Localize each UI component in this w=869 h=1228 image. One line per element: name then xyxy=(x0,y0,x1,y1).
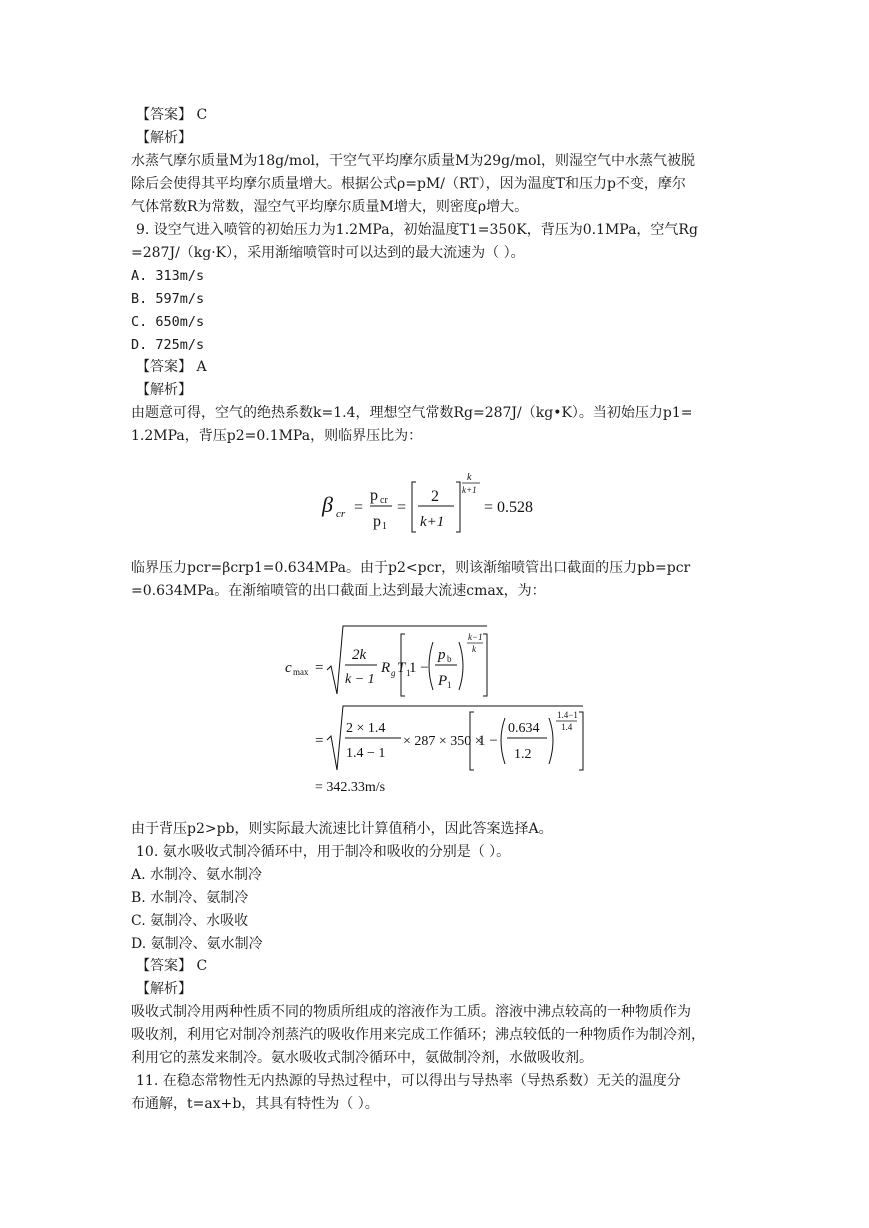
option-a: A. 水制冷、氨水制冷 xyxy=(131,867,263,883)
p1-denominator: p xyxy=(373,513,381,530)
answer-label: 【答案】 C xyxy=(136,107,208,123)
t1-symbol: T xyxy=(397,660,406,676)
equals-sign: = xyxy=(315,733,324,749)
right-paren xyxy=(549,718,553,764)
result-value: = 0.528 xyxy=(484,499,534,516)
option-d: D. 氨制冷、氨水制冷 xyxy=(131,936,263,952)
p1-subscript: 1 xyxy=(447,680,452,690)
question-9-cont: =287J/（kg·K），采用渐缩喷管时可以达到的最大流速为（ ）。 xyxy=(131,245,525,261)
result-value: = 342.33m/s xyxy=(315,780,386,795)
paragraph-line: 利用它的蒸发来制冷。氨水吸收式制冷循环中，氨做制冷剂，水做吸收剂。 xyxy=(131,1050,593,1066)
option-d: D. 725m/s xyxy=(131,337,205,353)
beta-symbol: β xyxy=(322,492,333,517)
k-minus-1-denominator: k − 1 xyxy=(345,672,375,687)
paragraph-line: 临界压力pcr=βcrp1=0.634MPa。由于p2<pcr，则该渐缩喷管出口截面的压力pb=pcr xyxy=(131,560,691,576)
p1-subscript: 1 xyxy=(382,521,387,532)
paragraph-line: =0.634MPa。在渐缩喷管的出口截面上达到最大流速cmax，为： xyxy=(131,583,546,599)
exponent-numerator: k−1 xyxy=(468,632,483,642)
rg-subscript: g xyxy=(391,668,396,678)
rg-symbol: R xyxy=(381,660,391,676)
t1-subscript: 1 xyxy=(406,668,411,678)
row2-multiplier: × 287 × 350 × xyxy=(403,734,483,749)
right-bracket xyxy=(579,712,583,770)
right-bracket xyxy=(483,634,487,696)
question-9: 9. 设空气进入喷管的初始压力为1.2MPa，初始温度T1=350K，背压为0.1MPa，空气Rg xyxy=(136,222,698,238)
p1-denominator: P xyxy=(438,673,448,689)
row2-one-minus: 1 − xyxy=(478,733,498,749)
paragraph-line: 气体常数R为常数，湿空气平均摩尔质量M增大，则密度ρ增大。 xyxy=(131,199,529,215)
left-paren xyxy=(501,718,505,764)
left-paren xyxy=(429,642,433,690)
row2-exponent-denominator: 1.4 xyxy=(561,722,573,732)
option-b: B. 597m/s xyxy=(131,291,205,307)
c-subscript: max xyxy=(293,667,309,677)
analysis-label: 【解析】 xyxy=(136,382,192,398)
answer-label: 【答案】 C xyxy=(136,958,208,974)
analysis-label: 【解析】 xyxy=(136,981,192,997)
option-c: C. 650m/s xyxy=(131,314,205,330)
row2-numerator: 2 × 1.4 xyxy=(346,721,386,736)
question-11-cont: 布通解，t=ax+b，其具有特性为（ ）。 xyxy=(131,1096,379,1112)
exponent-numerator: k xyxy=(467,472,472,483)
beta-subscript: cr xyxy=(336,508,346,520)
paragraph-line: 吸收剂，利用它对制冷剂蒸汽的吸收作用来完成工作循环；沸点较低的一种物质作为制冷剂， xyxy=(131,1027,705,1043)
left-bracket xyxy=(412,482,416,532)
equals-sign: = xyxy=(354,499,364,516)
paragraph-line: 1.2MPa，背压p2=0.1MPa，则临界压比为： xyxy=(131,428,423,444)
p-cr-subscript: cr xyxy=(380,495,388,506)
equals-sign: = xyxy=(315,660,324,676)
answer-label: 【答案】 A xyxy=(136,359,207,375)
paragraph-line: 吸收式制冷用两种性质不同的物质所组成的溶液作为工质。溶液中沸点较高的一种物质作为 xyxy=(131,1004,691,1020)
p-cr-numerator: p xyxy=(370,487,378,504)
max-velocity-formula xyxy=(283,620,603,805)
option-b: B. 水制冷、氨制冷 xyxy=(131,890,249,906)
option-c: C. 氨制冷、水吸收 xyxy=(131,913,249,929)
pb-subscript: b xyxy=(447,654,452,664)
equals-sign: = xyxy=(397,499,407,516)
exponent-denominator: k+1 xyxy=(462,485,477,495)
right-bracket xyxy=(456,482,460,532)
c-symbol: c xyxy=(285,660,292,676)
2k-numerator: 2k xyxy=(352,647,367,663)
exponent-denominator: k xyxy=(472,644,476,654)
paragraph-line: 除后会使得其平均摩尔质量增大。根据公式ρ=pM/（RT），因为温度T和压力p不变，摩尔 xyxy=(131,176,686,192)
paragraph-line: 由题意可得，空气的绝热系数k=1.4，理想空气常数Rg=287J/（kg•K）。当初始压力p1= xyxy=(131,405,693,421)
row2-frac-denominator: 1.2 xyxy=(514,747,532,762)
question-10: 10. 氨水吸收式制冷循环中，用于制冷和吸收的分别是（ ）。 xyxy=(136,844,511,860)
right-paren xyxy=(459,642,463,690)
critical-pressure-ratio-formula xyxy=(320,468,550,540)
one-minus: 1 − xyxy=(409,660,429,676)
option-a: A. 313m/s xyxy=(131,268,205,284)
paragraph-line: 水蒸气摩尔质量M为18g/mol，干空气平均摩尔质量M为29g/mol，则湿空气中水蒸气被脱 xyxy=(131,153,696,169)
row2-denominator: 1.4 − 1 xyxy=(346,746,386,761)
row2-exponent-numerator: 1.4−1 xyxy=(557,710,578,720)
k-plus-1-denominator: k+1 xyxy=(420,514,445,530)
paragraph-line: 由于背压p2>pb，则实际最大流速比计算值稍小，因此答案选择A。 xyxy=(131,821,553,837)
row2-frac-numerator: 0.634 xyxy=(508,721,540,736)
analysis-label: 【解析】 xyxy=(136,130,192,146)
pb-numerator: p xyxy=(438,647,446,663)
two-numerator: 2 xyxy=(431,488,439,505)
question-11: 11. 在稳态常物性无内热源的导热过程中，可以得出与导热率（导热系数）无关的温度分 xyxy=(136,1073,681,1089)
